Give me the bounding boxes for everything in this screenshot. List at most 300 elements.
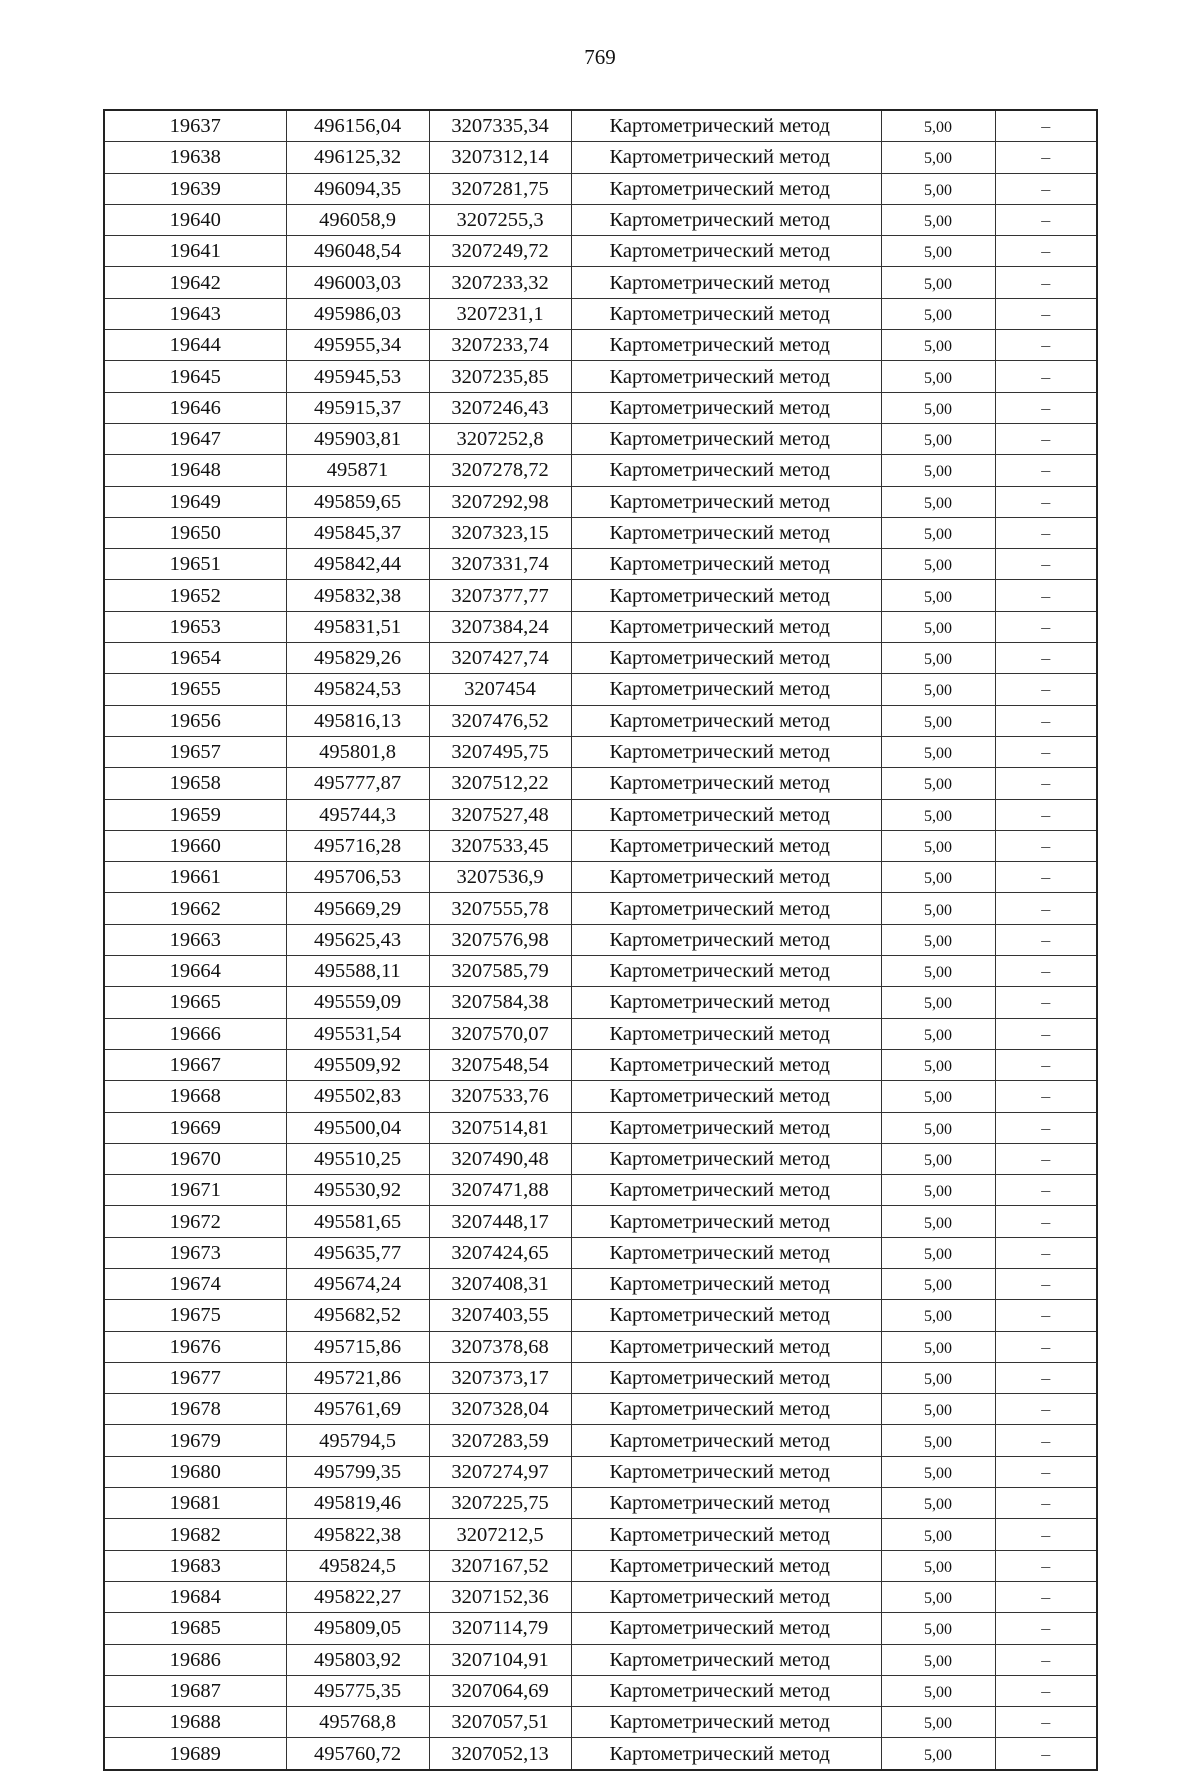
table-row: [104, 893, 1097, 924]
x-coordinate-cell: 496058,9: [286, 204, 429, 235]
method-cell: Картометрический метод: [571, 956, 881, 987]
y-coordinate-cell: 3207278,72: [429, 455, 571, 486]
point-number-cell: 19665: [104, 987, 286, 1018]
note-dash-cell: –: [995, 1175, 1097, 1206]
accuracy-cell: 5,00: [881, 423, 995, 454]
x-coordinate-cell: 495744,3: [286, 799, 429, 830]
method-cell: Картометрический метод: [571, 1456, 881, 1487]
y-coordinate-cell: 3207052,13: [429, 1738, 571, 1770]
method-cell: Картометрический метод: [571, 705, 881, 736]
point-number-cell: 19643: [104, 298, 286, 329]
table-row: [104, 1613, 1097, 1644]
method-cell: Картометрический метод: [571, 643, 881, 674]
method-cell: Картометрический метод: [571, 1143, 881, 1174]
note-dash-cell: –: [995, 736, 1097, 767]
x-coordinate-cell: 495500,04: [286, 1112, 429, 1143]
method-cell: Картометрический метод: [571, 1049, 881, 1080]
point-number-cell: 19667: [104, 1049, 286, 1080]
y-coordinate-cell: 3207328,04: [429, 1394, 571, 1425]
point-number-cell: 19649: [104, 486, 286, 517]
coordinates-table-body: [104, 110, 1097, 1770]
point-number-cell: 19647: [104, 423, 286, 454]
method-cell: Картометрический метод: [571, 1519, 881, 1550]
x-coordinate-cell: 495915,37: [286, 392, 429, 423]
x-coordinate-cell: 496003,03: [286, 267, 429, 298]
x-coordinate-cell: 495777,87: [286, 768, 429, 799]
y-coordinate-cell: 3207584,38: [429, 987, 571, 1018]
point-number-cell: 19645: [104, 361, 286, 392]
x-coordinate-cell: 495859,65: [286, 486, 429, 517]
accuracy-cell: 5,00: [881, 392, 995, 423]
y-coordinate-cell: 3207555,78: [429, 893, 571, 924]
note-dash-cell: –: [995, 1018, 1097, 1049]
accuracy-cell: 5,00: [881, 361, 995, 392]
method-cell: Картометрический метод: [571, 580, 881, 611]
table-row: [104, 267, 1097, 298]
note-dash-cell: –: [995, 298, 1097, 329]
note-dash-cell: –: [995, 110, 1097, 142]
accuracy-cell: 5,00: [881, 1644, 995, 1675]
point-number-cell: 19689: [104, 1738, 286, 1770]
accuracy-cell: 5,00: [881, 1519, 995, 1550]
point-number-cell: 19673: [104, 1237, 286, 1268]
y-coordinate-cell: 3207378,68: [429, 1331, 571, 1362]
note-dash-cell: –: [995, 330, 1097, 361]
method-cell: Картометрический метод: [571, 267, 881, 298]
table-row: [104, 1425, 1097, 1456]
y-coordinate-cell: 3207373,17: [429, 1362, 571, 1393]
point-number-cell: 19672: [104, 1206, 286, 1237]
table-row: [104, 1268, 1097, 1299]
x-coordinate-cell: 495775,35: [286, 1675, 429, 1706]
x-coordinate-cell: 495822,27: [286, 1581, 429, 1612]
note-dash-cell: –: [995, 549, 1097, 580]
table-row: [104, 674, 1097, 705]
page-number: 769: [584, 45, 616, 69]
accuracy-cell: 5,00: [881, 862, 995, 893]
note-dash-cell: –: [995, 1394, 1097, 1425]
table-row: [104, 768, 1097, 799]
accuracy-cell: 5,00: [881, 987, 995, 1018]
point-number-cell: 19674: [104, 1268, 286, 1299]
y-coordinate-cell: 3207235,85: [429, 361, 571, 392]
accuracy-cell: 5,00: [881, 236, 995, 267]
x-coordinate-cell: 495625,43: [286, 924, 429, 955]
method-cell: Картометрический метод: [571, 799, 881, 830]
x-coordinate-cell: 495768,8: [286, 1707, 429, 1738]
table-row: [104, 611, 1097, 642]
y-coordinate-cell: 3207377,77: [429, 580, 571, 611]
x-coordinate-cell: 495635,77: [286, 1237, 429, 1268]
y-coordinate-cell: 3207448,17: [429, 1206, 571, 1237]
accuracy-cell: 5,00: [881, 1049, 995, 1080]
point-number-cell: 19685: [104, 1613, 286, 1644]
accuracy-cell: 5,00: [881, 643, 995, 674]
note-dash-cell: –: [995, 204, 1097, 235]
accuracy-cell: 5,00: [881, 1331, 995, 1362]
table-row: [104, 486, 1097, 517]
accuracy-cell: 5,00: [881, 173, 995, 204]
x-coordinate-cell: 495559,09: [286, 987, 429, 1018]
x-coordinate-cell: 495803,92: [286, 1644, 429, 1675]
x-coordinate-cell: 495945,53: [286, 361, 429, 392]
x-coordinate-cell: 495530,92: [286, 1175, 429, 1206]
table-row: [104, 1081, 1097, 1112]
table-row: [104, 1707, 1097, 1738]
note-dash-cell: –: [995, 1581, 1097, 1612]
x-coordinate-cell: 495531,54: [286, 1018, 429, 1049]
point-number-cell: 19676: [104, 1331, 286, 1362]
note-dash-cell: –: [995, 1488, 1097, 1519]
method-cell: Картометрический метод: [571, 1394, 881, 1425]
accuracy-cell: 5,00: [881, 580, 995, 611]
accuracy-cell: 5,00: [881, 1175, 995, 1206]
x-coordinate-cell: 495760,72: [286, 1738, 429, 1770]
accuracy-cell: 5,00: [881, 1707, 995, 1738]
point-number-cell: 19653: [104, 611, 286, 642]
method-cell: Картометрический метод: [571, 204, 881, 235]
y-coordinate-cell: 3207255,3: [429, 204, 571, 235]
point-number-cell: 19661: [104, 862, 286, 893]
point-number-cell: 19663: [104, 924, 286, 955]
method-cell: Картометрический метод: [571, 1613, 881, 1644]
x-coordinate-cell: 496156,04: [286, 110, 429, 142]
accuracy-cell: 5,00: [881, 1362, 995, 1393]
table-row: [104, 330, 1097, 361]
y-coordinate-cell: 3207335,34: [429, 110, 571, 142]
table-row: [104, 423, 1097, 454]
table-row: [104, 1644, 1097, 1675]
x-coordinate-cell: 495682,52: [286, 1300, 429, 1331]
accuracy-cell: 5,00: [881, 142, 995, 173]
x-coordinate-cell: 495706,53: [286, 862, 429, 893]
y-coordinate-cell: 3207252,8: [429, 423, 571, 454]
method-cell: Картометрический метод: [571, 611, 881, 642]
method-cell: Картометрический метод: [571, 1644, 881, 1675]
y-coordinate-cell: 3207533,76: [429, 1081, 571, 1112]
table-row: [104, 1175, 1097, 1206]
note-dash-cell: –: [995, 173, 1097, 204]
accuracy-cell: 5,00: [881, 924, 995, 955]
x-coordinate-cell: 495822,38: [286, 1519, 429, 1550]
x-coordinate-cell: 496094,35: [286, 173, 429, 204]
y-coordinate-cell: 3207274,97: [429, 1456, 571, 1487]
accuracy-cell: 5,00: [881, 1268, 995, 1299]
method-cell: Картометрический метод: [571, 1331, 881, 1362]
point-number-cell: 19669: [104, 1112, 286, 1143]
point-number-cell: 19655: [104, 674, 286, 705]
y-coordinate-cell: 3207403,55: [429, 1300, 571, 1331]
note-dash-cell: –: [995, 1206, 1097, 1237]
x-coordinate-cell: 495721,86: [286, 1362, 429, 1393]
note-dash-cell: –: [995, 1112, 1097, 1143]
note-dash-cell: –: [995, 1613, 1097, 1644]
y-coordinate-cell: 3207476,52: [429, 705, 571, 736]
note-dash-cell: –: [995, 1300, 1097, 1331]
y-coordinate-cell: 3207225,75: [429, 1488, 571, 1519]
point-number-cell: 19640: [104, 204, 286, 235]
table-row: [104, 1049, 1097, 1080]
note-dash-cell: –: [995, 423, 1097, 454]
accuracy-cell: 5,00: [881, 1394, 995, 1425]
x-coordinate-cell: 495955,34: [286, 330, 429, 361]
point-number-cell: 19637: [104, 110, 286, 142]
method-cell: Картометрический метод: [571, 298, 881, 329]
method-cell: Картометрический метод: [571, 330, 881, 361]
table-row: [104, 173, 1097, 204]
method-cell: Картометрический метод: [571, 1081, 881, 1112]
y-coordinate-cell: 3207514,81: [429, 1112, 571, 1143]
table-row: [104, 924, 1097, 955]
table-row: [104, 549, 1097, 580]
table-row: [104, 361, 1097, 392]
x-coordinate-cell: 495845,37: [286, 517, 429, 548]
accuracy-cell: 5,00: [881, 1613, 995, 1644]
note-dash-cell: –: [995, 1362, 1097, 1393]
note-dash-cell: –: [995, 1268, 1097, 1299]
y-coordinate-cell: 3207384,24: [429, 611, 571, 642]
table-row: [104, 1331, 1097, 1362]
point-number-cell: 19638: [104, 142, 286, 173]
table-row: [104, 1394, 1097, 1425]
accuracy-cell: 5,00: [881, 893, 995, 924]
table-row: [104, 580, 1097, 611]
point-number-cell: 19671: [104, 1175, 286, 1206]
accuracy-cell: 5,00: [881, 517, 995, 548]
note-dash-cell: –: [995, 455, 1097, 486]
y-coordinate-cell: 3207576,98: [429, 924, 571, 955]
note-dash-cell: –: [995, 1738, 1097, 1770]
table-row: [104, 1675, 1097, 1706]
method-cell: Картометрический метод: [571, 517, 881, 548]
table-row: [104, 1300, 1097, 1331]
x-coordinate-cell: 495715,86: [286, 1331, 429, 1362]
table-row: [104, 1738, 1097, 1770]
table-row: [104, 1550, 1097, 1581]
note-dash-cell: –: [995, 643, 1097, 674]
point-number-cell: 19642: [104, 267, 286, 298]
y-coordinate-cell: 3207408,31: [429, 1268, 571, 1299]
table-row: [104, 1362, 1097, 1393]
point-number-cell: 19675: [104, 1300, 286, 1331]
y-coordinate-cell: 3207512,22: [429, 768, 571, 799]
note-dash-cell: –: [995, 361, 1097, 392]
x-coordinate-cell: 495831,51: [286, 611, 429, 642]
y-coordinate-cell: 3207283,59: [429, 1425, 571, 1456]
note-dash-cell: –: [995, 674, 1097, 705]
accuracy-cell: 5,00: [881, 1456, 995, 1487]
y-coordinate-cell: 3207454: [429, 674, 571, 705]
method-cell: Картометрический метод: [571, 549, 881, 580]
y-coordinate-cell: 3207312,14: [429, 142, 571, 173]
point-number-cell: 19666: [104, 1018, 286, 1049]
method-cell: Картометрический метод: [571, 1175, 881, 1206]
y-coordinate-cell: 3207490,48: [429, 1143, 571, 1174]
point-number-cell: 19662: [104, 893, 286, 924]
y-coordinate-cell: 3207585,79: [429, 956, 571, 987]
method-cell: Картометрический метод: [571, 1112, 881, 1143]
note-dash-cell: –: [995, 486, 1097, 517]
note-dash-cell: –: [995, 392, 1097, 423]
table-row: [104, 987, 1097, 1018]
note-dash-cell: –: [995, 768, 1097, 799]
method-cell: Картометрический метод: [571, 392, 881, 423]
method-cell: Картометрический метод: [571, 1488, 881, 1519]
x-coordinate-cell: 495581,65: [286, 1206, 429, 1237]
accuracy-cell: 5,00: [881, 267, 995, 298]
accuracy-cell: 5,00: [881, 1300, 995, 1331]
accuracy-cell: 5,00: [881, 1237, 995, 1268]
method-cell: Картометрический метод: [571, 455, 881, 486]
point-number-cell: 19670: [104, 1143, 286, 1174]
point-number-cell: 19660: [104, 830, 286, 861]
note-dash-cell: –: [995, 830, 1097, 861]
method-cell: Картометрический метод: [571, 674, 881, 705]
x-coordinate-cell: 495588,11: [286, 956, 429, 987]
x-coordinate-cell: 495669,29: [286, 893, 429, 924]
y-coordinate-cell: 3207167,52: [429, 1550, 571, 1581]
x-coordinate-cell: 495819,46: [286, 1488, 429, 1519]
method-cell: Картометрический метод: [571, 1206, 881, 1237]
y-coordinate-cell: 3207104,91: [429, 1644, 571, 1675]
y-coordinate-cell: 3207533,45: [429, 830, 571, 861]
accuracy-cell: 5,00: [881, 1550, 995, 1581]
note-dash-cell: –: [995, 956, 1097, 987]
note-dash-cell: –: [995, 580, 1097, 611]
y-coordinate-cell: 3207527,48: [429, 799, 571, 830]
method-cell: Картометрический метод: [571, 486, 881, 517]
table-row: [104, 705, 1097, 736]
x-coordinate-cell: 495871: [286, 455, 429, 486]
note-dash-cell: –: [995, 1143, 1097, 1174]
y-coordinate-cell: 3207281,75: [429, 173, 571, 204]
y-coordinate-cell: 3207233,74: [429, 330, 571, 361]
note-dash-cell: –: [995, 1425, 1097, 1456]
method-cell: Картометрический метод: [571, 987, 881, 1018]
point-number-cell: 19650: [104, 517, 286, 548]
table-row: [104, 830, 1097, 861]
point-number-cell: 19646: [104, 392, 286, 423]
method-cell: Картометрический метод: [571, 1300, 881, 1331]
table-row: [104, 298, 1097, 329]
point-number-cell: 19687: [104, 1675, 286, 1706]
x-coordinate-cell: 495809,05: [286, 1613, 429, 1644]
note-dash-cell: –: [995, 1550, 1097, 1581]
accuracy-cell: 5,00: [881, 1738, 995, 1770]
table-row: [104, 1018, 1097, 1049]
method-cell: Картометрический метод: [571, 768, 881, 799]
x-coordinate-cell: 495829,26: [286, 643, 429, 674]
method-cell: Картометрический метод: [571, 1581, 881, 1612]
x-coordinate-cell: 495761,69: [286, 1394, 429, 1425]
accuracy-cell: 5,00: [881, 298, 995, 329]
accuracy-cell: 5,00: [881, 1581, 995, 1612]
point-number-cell: 19659: [104, 799, 286, 830]
table-row: [104, 1237, 1097, 1268]
accuracy-cell: 5,00: [881, 1675, 995, 1706]
x-coordinate-cell: 496048,54: [286, 236, 429, 267]
accuracy-cell: 5,00: [881, 1018, 995, 1049]
method-cell: Картометрический метод: [571, 173, 881, 204]
note-dash-cell: –: [995, 236, 1097, 267]
accuracy-cell: 5,00: [881, 1425, 995, 1456]
accuracy-cell: 5,00: [881, 330, 995, 361]
y-coordinate-cell: 3207323,15: [429, 517, 571, 548]
method-cell: Картометрический метод: [571, 1675, 881, 1706]
method-cell: Картометрический метод: [571, 1707, 881, 1738]
note-dash-cell: –: [995, 1049, 1097, 1080]
note-dash-cell: –: [995, 517, 1097, 548]
y-coordinate-cell: 3207427,74: [429, 643, 571, 674]
point-number-cell: 19656: [104, 705, 286, 736]
method-cell: Картометрический метод: [571, 862, 881, 893]
point-number-cell: 19657: [104, 736, 286, 767]
note-dash-cell: –: [995, 611, 1097, 642]
x-coordinate-cell: 495794,5: [286, 1425, 429, 1456]
x-coordinate-cell: 495816,13: [286, 705, 429, 736]
note-dash-cell: –: [995, 1644, 1097, 1675]
point-number-cell: 19651: [104, 549, 286, 580]
accuracy-cell: 5,00: [881, 486, 995, 517]
y-coordinate-cell: 3207570,07: [429, 1018, 571, 1049]
y-coordinate-cell: 3207231,1: [429, 298, 571, 329]
accuracy-cell: 5,00: [881, 455, 995, 486]
x-coordinate-cell: 495674,24: [286, 1268, 429, 1299]
x-coordinate-cell: 495824,53: [286, 674, 429, 705]
y-coordinate-cell: 3207152,36: [429, 1581, 571, 1612]
y-coordinate-cell: 3207057,51: [429, 1707, 571, 1738]
accuracy-cell: 5,00: [881, 1081, 995, 1112]
point-number-cell: 19639: [104, 173, 286, 204]
note-dash-cell: –: [995, 267, 1097, 298]
point-number-cell: 19654: [104, 643, 286, 674]
table-row: [104, 236, 1097, 267]
x-coordinate-cell: 496125,32: [286, 142, 429, 173]
table-row: [104, 956, 1097, 987]
note-dash-cell: –: [995, 1081, 1097, 1112]
point-number-cell: 19652: [104, 580, 286, 611]
note-dash-cell: –: [995, 705, 1097, 736]
y-coordinate-cell: 3207246,43: [429, 392, 571, 423]
table-row: [104, 799, 1097, 830]
method-cell: Картометрический метод: [571, 1018, 881, 1049]
accuracy-cell: 5,00: [881, 736, 995, 767]
accuracy-cell: 5,00: [881, 705, 995, 736]
table-row: [104, 517, 1097, 548]
table-row: [104, 392, 1097, 423]
y-coordinate-cell: 3207495,75: [429, 736, 571, 767]
note-dash-cell: –: [995, 1331, 1097, 1362]
table-row: [104, 142, 1097, 173]
point-number-cell: 19679: [104, 1425, 286, 1456]
method-cell: Картометрический метод: [571, 1237, 881, 1268]
note-dash-cell: –: [995, 1237, 1097, 1268]
method-cell: Картометрический метод: [571, 893, 881, 924]
y-coordinate-cell: 3207064,69: [429, 1675, 571, 1706]
accuracy-cell: 5,00: [881, 204, 995, 235]
y-coordinate-cell: 3207424,65: [429, 1237, 571, 1268]
accuracy-cell: 5,00: [881, 1143, 995, 1174]
accuracy-cell: 5,00: [881, 799, 995, 830]
note-dash-cell: –: [995, 987, 1097, 1018]
accuracy-cell: 5,00: [881, 768, 995, 799]
point-number-cell: 19648: [104, 455, 286, 486]
accuracy-cell: 5,00: [881, 956, 995, 987]
accuracy-cell: 5,00: [881, 1112, 995, 1143]
accuracy-cell: 5,00: [881, 830, 995, 861]
y-coordinate-cell: 3207548,54: [429, 1049, 571, 1080]
x-coordinate-cell: 495986,03: [286, 298, 429, 329]
